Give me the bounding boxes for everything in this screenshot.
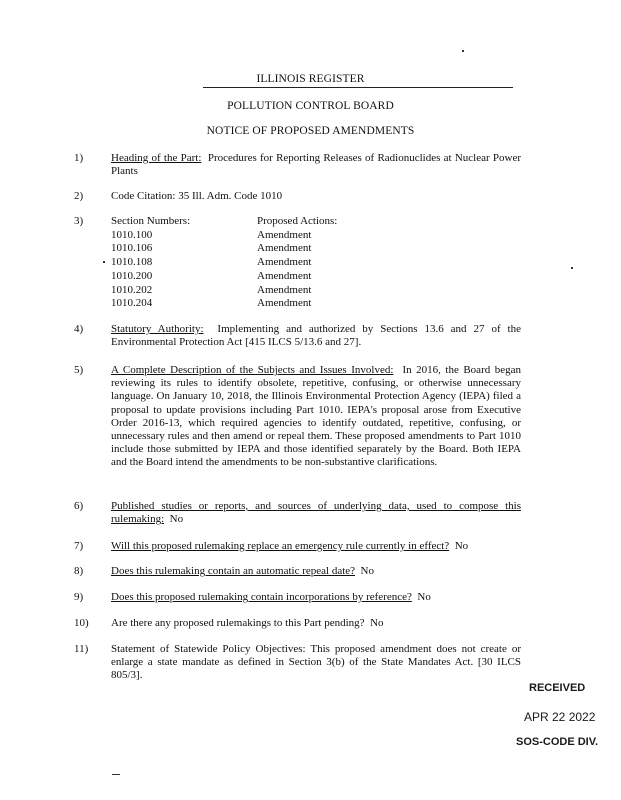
item-5-text: In 2016, the Board began reviewing its rules to identify obsolete, repetitive, confusing, or otherwise unnecessary language. On January 10, 2018, the Illinois Environmental Protection Agency (IEPA) filed a proposal to update provisions including Part 1010. IEPA's proposal arose from Executive Order 2016-13, which required agencies to identify outdated, repetitive, confusing, or unnecessary rules and then amend or repeal them. These proposed amendments to Part 1010 include those submitted by IEPA and those identified separately by the Board. Both IEPA and the Board intend the amendments to be non-substantive clarifications. [111, 364, 522, 469]
item-8-number: 8) [74, 565, 84, 577]
item-7-number: 7) [74, 540, 84, 552]
item-8-label: Does this rulemaking contain an automatic repeal date? [111, 565, 356, 577]
section-numbers-header: Section Numbers: [111, 215, 191, 227]
scan-speck [103, 261, 105, 263]
table-row [111, 297, 407, 311]
proposed-action: Amendment [257, 242, 312, 255]
scan-speck [112, 774, 120, 775]
stamp-received: RECEIVED [529, 682, 586, 694]
table-row [111, 256, 407, 270]
item-7-text: No [454, 540, 469, 552]
item-3-number: 3) [74, 215, 84, 227]
proposed-action: Amendment [257, 228, 312, 241]
table-header-row [111, 215, 407, 229]
item-8-body [111, 565, 521, 578]
item-10-body [111, 617, 521, 630]
item-6-body [111, 500, 521, 526]
section-number: 1010.202 [111, 283, 153, 296]
item-10-label: Are there any proposed rulemakings to this Part pending? [111, 617, 365, 629]
item-4-label: Statutory Authority: [111, 323, 204, 335]
header-rule [203, 87, 513, 88]
stamp-date: APR 22 2022 [524, 710, 596, 724]
proposed-action: Amendment [257, 283, 312, 296]
item-7-label: Will this proposed rulemaking replace an emergency rule currently in effect? [111, 540, 450, 552]
item-9-label: Does this proposed rulemaking contain incorporations by reference? [111, 591, 412, 603]
item-1-number: 1) [74, 152, 84, 164]
section-number: 1010.204 [111, 297, 153, 310]
proposed-action: Amendment [257, 256, 312, 269]
item-7-body [111, 540, 521, 553]
table-row [111, 229, 407, 243]
board-title: POLLUTION CONTROL BOARD [227, 100, 394, 112]
item-10-text: No [370, 617, 384, 629]
sections-table [111, 215, 407, 311]
item-5-number: 5) [74, 364, 84, 376]
item-1-text: Procedures for Reporting Releases of Radionuclides at Nuclear Power Plants [111, 152, 521, 178]
proposed-action: Amendment [257, 269, 312, 282]
scan-speck [571, 267, 573, 269]
section-number: 1010.100 [111, 228, 153, 241]
item-6-text: No [169, 513, 184, 526]
item-11-body [111, 643, 521, 683]
item-2-text: Code Citation: 35 Ill. Adm. Code 1010 [111, 190, 283, 202]
table-row [111, 242, 407, 256]
item-9-body [111, 591, 521, 604]
table-row [111, 270, 407, 284]
section-number: 1010.106 [111, 242, 153, 255]
item-1-body [111, 152, 521, 178]
item-6-label: Published studies or reports, and sources of underlying data, used to compose this rulemaking: [111, 500, 521, 526]
register-title: ILLINOIS REGISTER [256, 73, 365, 85]
proposed-action: Amendment [257, 297, 312, 310]
item-4-text: Implementing and authorized by Sections 13.6 and 27 of the Environmental Protection Act [415 ILCS 5/13.6 and 27]. [111, 323, 521, 349]
scan-speck [462, 50, 464, 52]
item-4-number: 4) [74, 323, 84, 335]
item-5-body [111, 364, 521, 470]
item-4-body [111, 323, 521, 349]
item-11-number: 11) [74, 643, 89, 655]
stamp-division: SOS-CODE DIV. [516, 736, 599, 748]
section-number: 1010.108 [111, 256, 153, 269]
item-6-number: 6) [74, 500, 84, 512]
section-number: 1010.200 [111, 269, 153, 282]
item-10-number: 10) [74, 617, 89, 629]
item-8-text: No [360, 565, 374, 577]
table-row [111, 284, 407, 298]
item-2-number: 2) [74, 190, 84, 202]
item-9-number: 9) [74, 591, 84, 603]
proposed-actions-header: Proposed Actions: [257, 215, 338, 227]
item-1-label: Heading of the Part: [111, 152, 202, 164]
item-9-text: No [417, 591, 431, 603]
item-5-label: A Complete Description of the Subjects and Issues Involved: [111, 364, 394, 376]
item-2-body [111, 190, 521, 203]
item-11-text: Statement of Statewide Policy Objectives: This proposed amendment does not create or enlarge a state mandate as defined in Section 3(b) of the State Mandates Act. [30 ILCS 805/3]. [111, 643, 521, 682]
notice-title: NOTICE OF PROPOSED AMENDMENTS [206, 125, 415, 137]
